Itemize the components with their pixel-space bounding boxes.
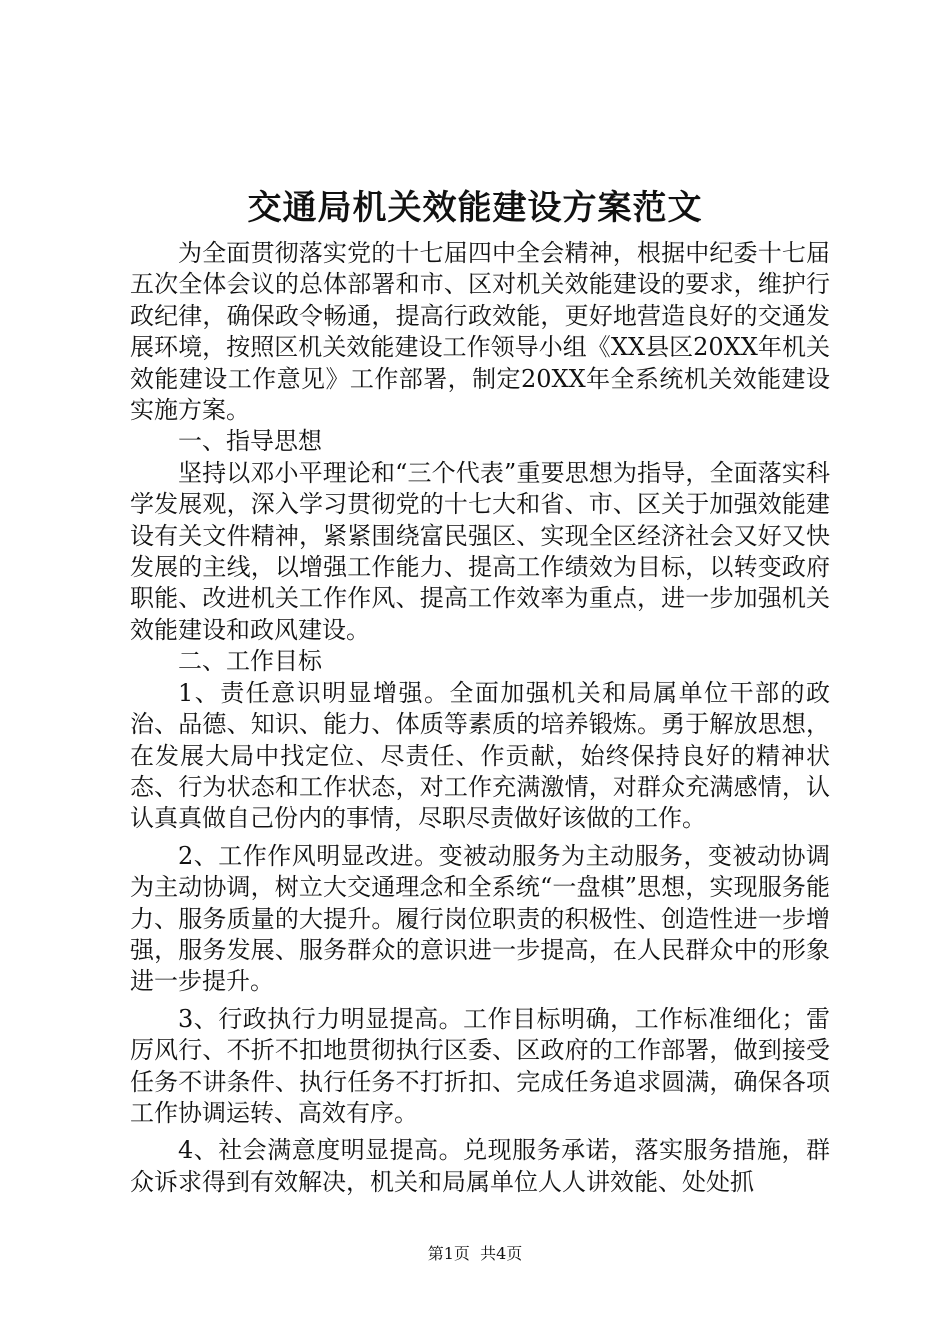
section-heading-goals: 二、工作目标 (178, 647, 322, 676)
goal-paragraph-3: 3、行政执行力明显提高。工作目标明确，工作标准细化；雷厉风行、不折不扣地贯彻执行区委、区政府的工作部署，做到接受任务不讲条件、执行任务不打折扣、完成任务追求圆满，确保各项工作协调运转、高效有序。 (130, 1004, 830, 1127)
section-heading-guiding: 一、指导思想 (178, 427, 322, 456)
goal-paragraph-4: 4、社会满意度明显提高。兑现服务承诺，落实服务措施，群众诉求得到有效解决，机关和局属单位人人讲效能、处处抓 (130, 1136, 830, 1196)
goal-paragraph-1: 1、责任意识明显增强。全面加强机关和局属单位干部的政治、品德、知识、能力、体质等素质的培养锻炼。勇于解放思想，在发展大局中找定位、尽责任、作贡献，始终保持良好的精神状态、行为状态和工作状态，对工作充满激情，对群众充满感情，认认真真做自己份内的事情，尽职尽责做好该做的工作。 (130, 678, 830, 833)
document-body (130, 238, 830, 1198)
document-title: 交通局机关效能建设方案范文 (247, 188, 703, 228)
intro-paragraph: 为全面贯彻落实党的十七届四中全会精神，根据中纪委十七届五次全体会议的总体部署和市、区对机关效能建设的要求，维护行政纪律，确保政令畅通，提高行政效能，更好地营造良好的交通发展环境，按照区机关效能建设工作领导小组《XX县区20XX年机关效能建设工作意见》工作部署，制定20XX年全系统机关效能建设实施方案。 (130, 239, 830, 425)
page-number-footer: 第1页 共4页 (427, 1244, 523, 1263)
goal-paragraph-2: 2、工作作风明显改进。变被动服务为主动服务，变被动协调为主动协调，树立大交通理念和全系统“一盘棋”思想，实现服务能力、服务质量的大提升。履行岗位职责的积极性、创造性进一步增强，服务发展、服务群众的意识进一步提高，在人民群众中的形象进一步提升。 (130, 841, 830, 996)
guiding-paragraph: 坚持以邓小平理论和“三个代表”重要思想为指导，全面落实科学发展观，深入学习贯彻党的十七大和省、市、区关于加强效能建设有关文件精神，紧紧围绕富民强区、实现全区经济社会又好又快发展的主线，以增强工作能力、提高工作绩效为目标，以转变政府职能、改进机关工作作风、提高工作效率为重点，进一步加强机关效能建设和政风建设。 (130, 458, 830, 644)
